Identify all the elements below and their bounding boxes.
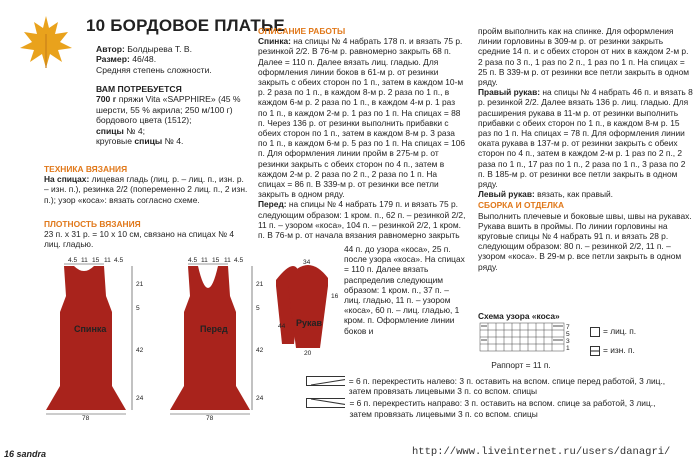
front-side-1: 21 [256,281,264,288]
side-dim-4: 24 [136,395,144,402]
front-dim-1: 4.5 [188,257,198,264]
page-title: 10 БОРДОВОЕ ПЛАТЬЕ [86,16,285,35]
knit-legend: = лиц. п. [603,326,637,336]
description-heading: ОПИСАНИЕ РАБОТЫ [258,26,346,36]
right-sleeve-text: на спицы № 4 набрать 46 п. и вязать 8 р. резинкой 2/2. Далее вязать 136 р. лиц. гладью. Для расширения рукава в 11-м р. от резинки выполнить прибавки с обеих сторон по 1 п., в каждом 8-м р. 15 раз по 1 п. На спицах = 78 п. Для оформления линии оката рукава в 137-м р. от резинки закрыть с обеих сторон по 4 п., затем в каждом 2-м р. 1 раз по 2 п., 2 раза по 1 п., 17 раз по 1 п., 2 раза по 1 п., 3 раза по 2 п. В 185-м р. от резинки все петли закрыть в одном ряду. [478,87,693,190]
chart-title: Схема узора «коса» [478,311,560,321]
back-dim-1: 4.5 [68,257,78,264]
left-sleeve-label: Левый рукав: [478,189,535,200]
pattern-schematics [36,252,308,424]
sleeve-label: Рукав [296,318,323,328]
front-side-3: 42 [256,347,264,354]
size: 46/48. [132,54,157,65]
side-dim-2: 5 [136,305,140,312]
needles-text: № 4; [126,125,146,136]
author: Болдырева Т. В. [127,44,193,54]
circular-pre: круговые [96,136,132,147]
page-number: 16 [4,449,15,459]
needles-label: спицы [96,125,124,136]
project-meta [96,44,246,75]
purl-legend: = изн. п. [603,344,635,355]
source-url: http://www.liveinternet.ru/users/danagri/ [412,446,671,458]
chart-row-1: 1 [566,345,570,353]
author-label: Автор: [96,44,125,54]
front-dim-5: 4.5 [234,257,244,264]
side-dim-3: 42 [136,347,144,354]
front-dim-2: 11 [201,257,208,264]
chart-row-5: 5 [566,331,570,339]
front-text-a: на спицы № 4 набрать 179 п. и вязать 75 р. следующим образом: 1 кром. п., 62 п. – резинкой 2/2, 11 п. – узором «коса», 104 п. – резинкой 2/2, 1 кром. п. В 76-м р. от начала вязания равномерно закрыть [258,199,466,241]
assembly-text: Выполнить плечевые и боковые швы, швы на рукавах. Рукава вшить в проймы. По линии горловины на круговые спицы № 4 набрать 91 п. и вязать 28 р. следующим образом: 80 п. – резинкой 2/2, 11 п. – узором «коса». В 29-м р. все петли закрыть в одном ряду. [478,210,692,272]
front-side-2: 5 [256,305,260,312]
front-label: Перед [200,324,228,334]
back-dim-4: 11 [104,257,111,264]
side-dim-1: 21 [136,281,144,288]
magazine-name: sandra [16,449,47,459]
back-text: на спицы № 4 набрать 178 п. и вязать 75 р. резинкой 2/2. В 76-м р. равномерно закрыть 68 п. Далее = 110 п. Далее вязать лиц. гладью. Для оформления линии боков в 61-м р. от резинки закрыть с обеих сторон по 1 п., затем в каждом 10-м р. 2 раза по 1 п., в каждом 8-м р. 2 раза по 1 п., в каждом 6-м р. 2 раза по 1 п., в каждом 4-м р. 1 раз по 1 п., в каждом 2-м р. 1 раз по 1 п. На спицах = 88 п. Через 136 р. от резинки выполнить прибавки с обеих сторон по 1 п., затем в каждом 8-м р. 3 раза по 1 п., в каждом 6-м р. 5 раз по 1 п. На спицах = 106 п. Для оформления линии пройм в 275-м р. от резинки закрыть с обеих сторон по 4 п., затем в каждом 2-м р. 2 раза по 2 п., 2 раза по 1 п. На спицах = 86 п. В 339-м р. от резинки все петли закрыть в одном ряду. [258,36,466,200]
sleeve-side-b: 44 [278,323,286,330]
cable-left-text: = 6 п. перекрестить налево: 3 п. оставить на вспом. спице перед работой, 3 лиц., затем провязать лицевыми 3 п. со вспом. спицы [348,376,666,397]
chart-row-3: 3 [566,338,570,346]
gauge-section [44,219,249,250]
stitch-chart [478,311,578,370]
technique-text: лицевая гладь (лиц. р. – лиц. п., изн. р. – изн. п.), резинка 2/2 (попеременно 2 лиц. п., 2 изн. п.); узор «коса»: вязать согласно схеме. [44,174,248,205]
cable-left-icon [306,376,345,386]
materials-heading: ВАМ ПОТРЕБУЕТСЯ [96,84,182,94]
circular-text: № 4. [164,136,184,147]
front-continued: 44 п. до узора «коса», 25 п. после узора «коса». На спицах = 110 п. Далее вязать распределив следующим образом: 1 кром. п., 37 п. – лиц. гладью, 11 п. – узором «коса», 60 п. – лиц. гладью, 1 кром. п. Оформление линии боков и [344,244,465,336]
sleeve-area [276,256,340,356]
yarn-amount: 700 г [96,94,117,105]
technique-heading: ТЕХНИКА ВЯЗАНИЯ [44,164,128,174]
gauge-text: 23 п. x 31 р. = 10 x 10 см, связано на спицах № 4 лиц. гладью. [44,229,235,250]
back-piece [46,266,126,410]
column-three [478,26,693,272]
size-label: Размер: [96,54,130,65]
cable-right-icon [306,398,345,408]
technique-section [44,164,249,205]
chart-rapport: Раппорт = 11 п. [491,360,551,371]
front-neckline-text: пройм выполнить как на спинке. Для оформления линии горловины в 309-м р. от резинки закрыть средние 14 п. и с обеих сторон от них в каждом 2-м р. 2 раза по 3 п., 1 раз по 2 п., 1 раз по 1 п. На спицах = 25 п. В 339-м р. от резинки все петли закрыть в одном ряду. [478,26,690,88]
sleeve-top-dim: 34 [303,259,311,266]
left-sleeve-text: вязать, как правый. [537,189,613,200]
circular-label: спицы [134,136,163,147]
cable-notes [306,376,676,419]
sleeve-side-a: 16 [331,293,339,300]
back-label: Спинка [74,324,107,334]
sleeve-bottom-dim: 20 [304,350,312,356]
chart-grid [478,321,574,355]
technique-label: На спицах: [44,174,90,185]
front-bottom-dim: 78 [206,415,214,422]
chart-row-7: 7 [566,324,570,332]
gauge-heading: ПЛОТНОСТЬ ВЯЗАНИЯ [44,219,141,229]
front-side-4: 24 [256,395,264,402]
purl-symbol-icon [590,346,600,356]
back-dim-3: 15 [92,257,100,264]
difficulty: Средняя степень сложности. [96,64,212,75]
back-bottom-dim: 78 [82,415,90,422]
maple-leaf-icon [18,14,74,70]
materials-section [96,84,246,146]
back-label-text: Спинка: [258,36,291,47]
back-dim-2: 11 [81,257,88,264]
chart-legend [590,326,636,356]
front-dim-4: 11 [224,257,231,264]
cable-right-text: = 6 п. перекрестить направо: 3 п. оставить на вспом. спице за работой, 3 лиц., затем провязать лицевыми 3 п. со вспом. спицы [349,398,656,419]
front-dim-3: 15 [212,257,220,264]
yarn-text: пряжи Vita «SAPPHIRE» (45 % шерсти, 55 % акрила; 250 м/100 г) бордового цвета (1512); [96,94,241,126]
page-footer [4,449,46,459]
right-sleeve-label: Правый рукав: [478,87,541,98]
front-label-text: Перед: [258,199,287,210]
knit-symbol-icon [590,327,600,337]
description-section [258,26,466,240]
assembly-heading: СБОРКА И ОТДЕЛКА [478,200,565,211]
front-piece [170,266,250,410]
back-dim-5: 4.5 [114,257,124,264]
sleeve-shape [288,265,328,348]
